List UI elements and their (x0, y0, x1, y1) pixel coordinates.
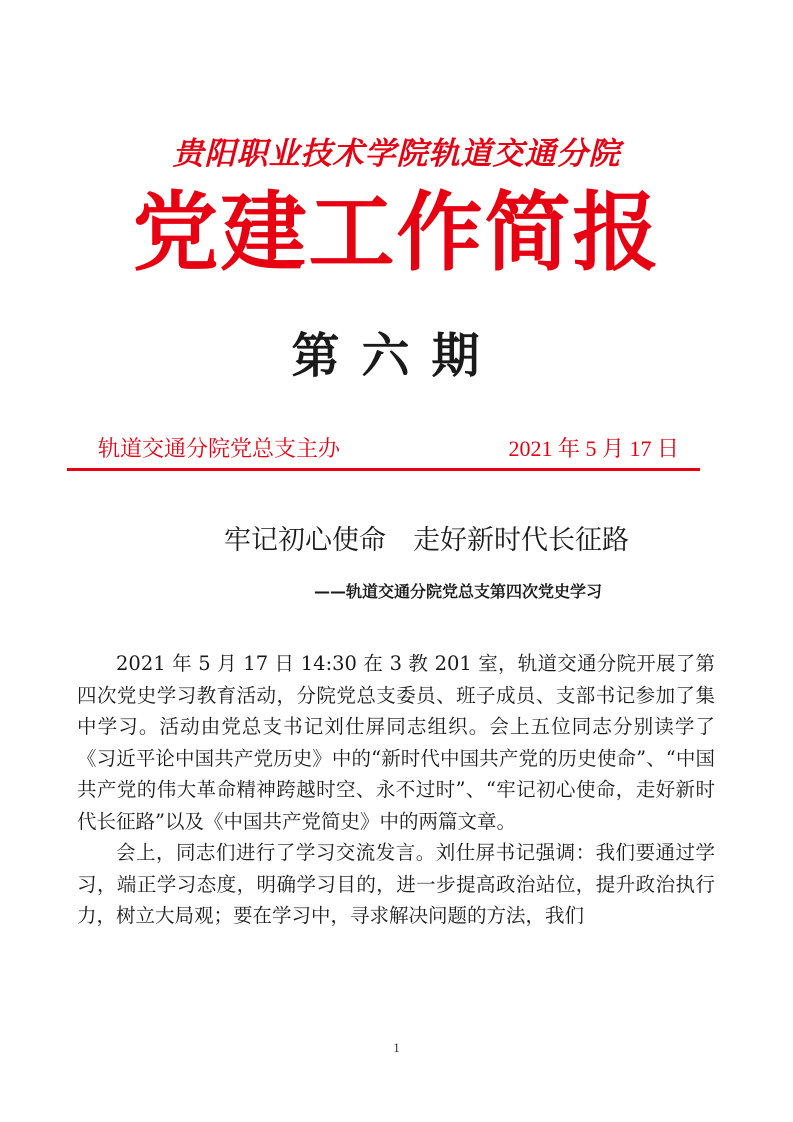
issue-number: 第六期 (291, 328, 502, 384)
sponsor-line: 轨道交通分院党总支主办 (98, 437, 341, 462)
article-paragraph: 2021 年 5 月 17 日 14:30 在 3 教 201 室，轨道交通分院开展了第四次党史学习教育活动，分院党总支委员、班子成员、支部书记参加了集中学习。活动由党总支书记刘仕屏同志组织。会上五位同志分别读学了《习近平论中国共产党历史》中的“新时代中国共产党的历史使命”、“中国共产党的伟大革命精神跨越时空、永不过时”、“牢记初心使命，走好新时代长征路”以及《中国共产党简史》中的两篇文章。 (77, 652, 715, 833)
organization-name: 贵阳职业技术学院轨道交通分院 (172, 136, 621, 172)
page-number: 1 (393, 1040, 400, 1055)
masthead-title: 党建工作简报 (132, 183, 661, 283)
article-body (77, 648, 715, 932)
article-paragraph: 会上，同志们进行了学习交流发言。刘仕屏书记强调：我们要通过学习，端正学习态度，明确学习目的，进一步提高政治站位，提升政治执行力，树立大局观；要在学习中，寻求解决问题的方法，我们 (77, 841, 715, 927)
article-title: 牢记初心使命 走好新时代长征路 (224, 525, 629, 556)
header-divider (67, 468, 700, 471)
article-subtitle: ——轨道交通分院党总支第四次党史学习 (314, 582, 603, 601)
issue-date: 2021 年 5 月 17 日 (508, 436, 679, 461)
